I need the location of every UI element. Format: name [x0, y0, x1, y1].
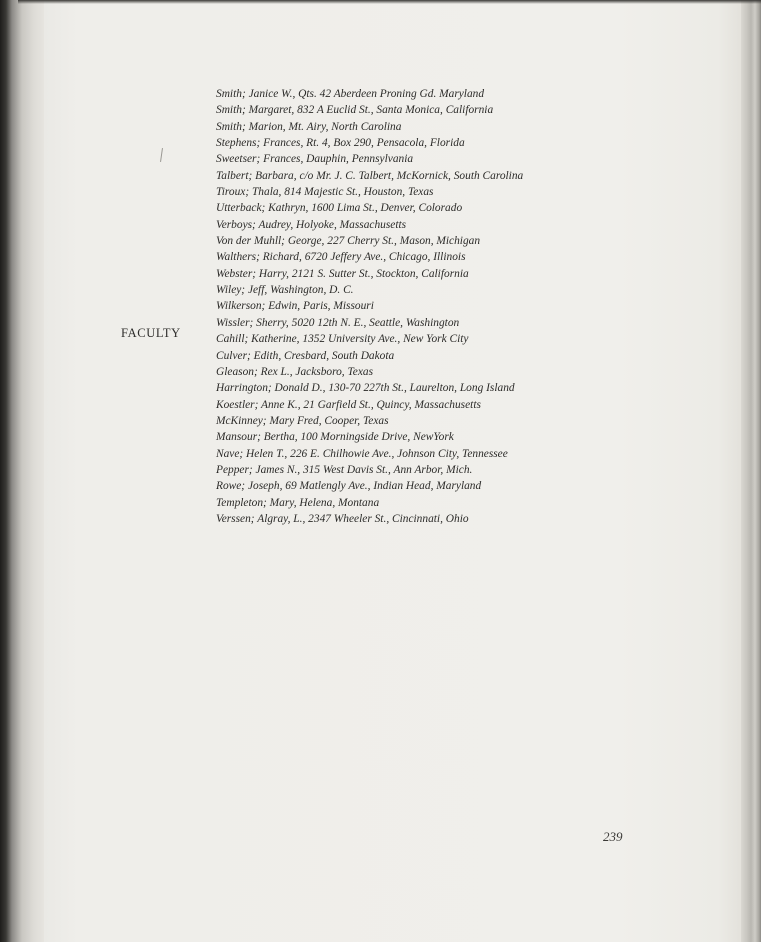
- list-item: Mansour; Bertha, 100 Morningside Drive, NewYork: [216, 431, 454, 444]
- list-item: Pepper; James N., 315 West Davis St., Ann Arbor, Mich.: [216, 463, 473, 476]
- list-item: Sweetser; Frances, Dauphin, Pennsylvania: [216, 153, 414, 166]
- list-item: Walthers; Richard, 6720 Jeffery Ave., Chicago, Illinois: [216, 251, 466, 264]
- list-item: Smith; Margaret, 832 A Euclid St., Santa Monica, California: [216, 104, 494, 117]
- page-edges: [741, 0, 761, 942]
- address-list: [216, 86, 636, 527]
- list-item: Smith; Marion, Mt. Airy, North Carolina: [216, 120, 402, 133]
- list-item: Talbert; Barbara, c/o Mr. J. C. Talbert, McKornick, South Carolina: [216, 169, 524, 182]
- list-item: Templeton; Mary, Helena, Montana: [216, 496, 380, 509]
- list-item: Nave; Helen T., 226 E. Chilhowie Ave., Johnson City, Tennessee: [216, 447, 508, 460]
- faculty-section-label: FACULTY: [121, 326, 181, 340]
- list-item: Wissler; Sherry, 5020 12th N. E., Seattle, Washington: [216, 316, 460, 329]
- list-item: Gleason; Rex L., Jacksboro, Texas: [216, 365, 374, 378]
- list-item: Rowe; Joseph, 69 Matlengly Ave., Indian Head, Maryland: [216, 480, 482, 493]
- list-item: Harrington; Donald D., 130-70 227th St., Laurelton, Long Island: [216, 382, 515, 395]
- binding-gutter: [0, 0, 44, 942]
- list-item: Verssen; Algray, L., 2347 Wheeler St., Cincinnati, Ohio: [216, 512, 469, 525]
- list-item: Wiley; Jeff, Washington, D. C.: [216, 284, 354, 297]
- list-item: McKinney; Mary Fred, Cooper, Texas: [216, 414, 389, 427]
- list-item: Tiroux; Thala, 814 Majestic St., Houston, Texas: [216, 186, 434, 199]
- list-item: Smith; Janice W., Qts. 42 Aberdeen Proning Gd. Maryland: [216, 88, 485, 100]
- list-item: Culver; Edith, Cresbard, South Dakota: [216, 349, 395, 362]
- top-edge-shadow: [18, 0, 761, 4]
- list-item: Verboys; Audrey, Holyoke, Massachusetts: [216, 218, 407, 231]
- list-item: Stephens; Frances, Rt. 4, Box 290, Pensacola, Florida: [216, 137, 465, 150]
- list-item: Utterback; Kathryn, 1600 Lima St., Denver, Colorado: [216, 202, 463, 215]
- list-item: Koestler; Anne K., 21 Garfield St., Quincy, Massachusetts: [216, 398, 481, 411]
- list-item: Von der Muhll; George, 227 Cherry St., Mason, Michigan: [216, 235, 481, 248]
- list-item: Webster; Harry, 2121 S. Sutter St., Stockton, California: [216, 267, 469, 280]
- list-item: Cahill; Katherine, 1352 University Ave., New York City: [216, 333, 469, 346]
- page-number: 239: [603, 829, 623, 844]
- list-item: Wilkerson; Edwin, Paris, Missouri: [216, 300, 374, 313]
